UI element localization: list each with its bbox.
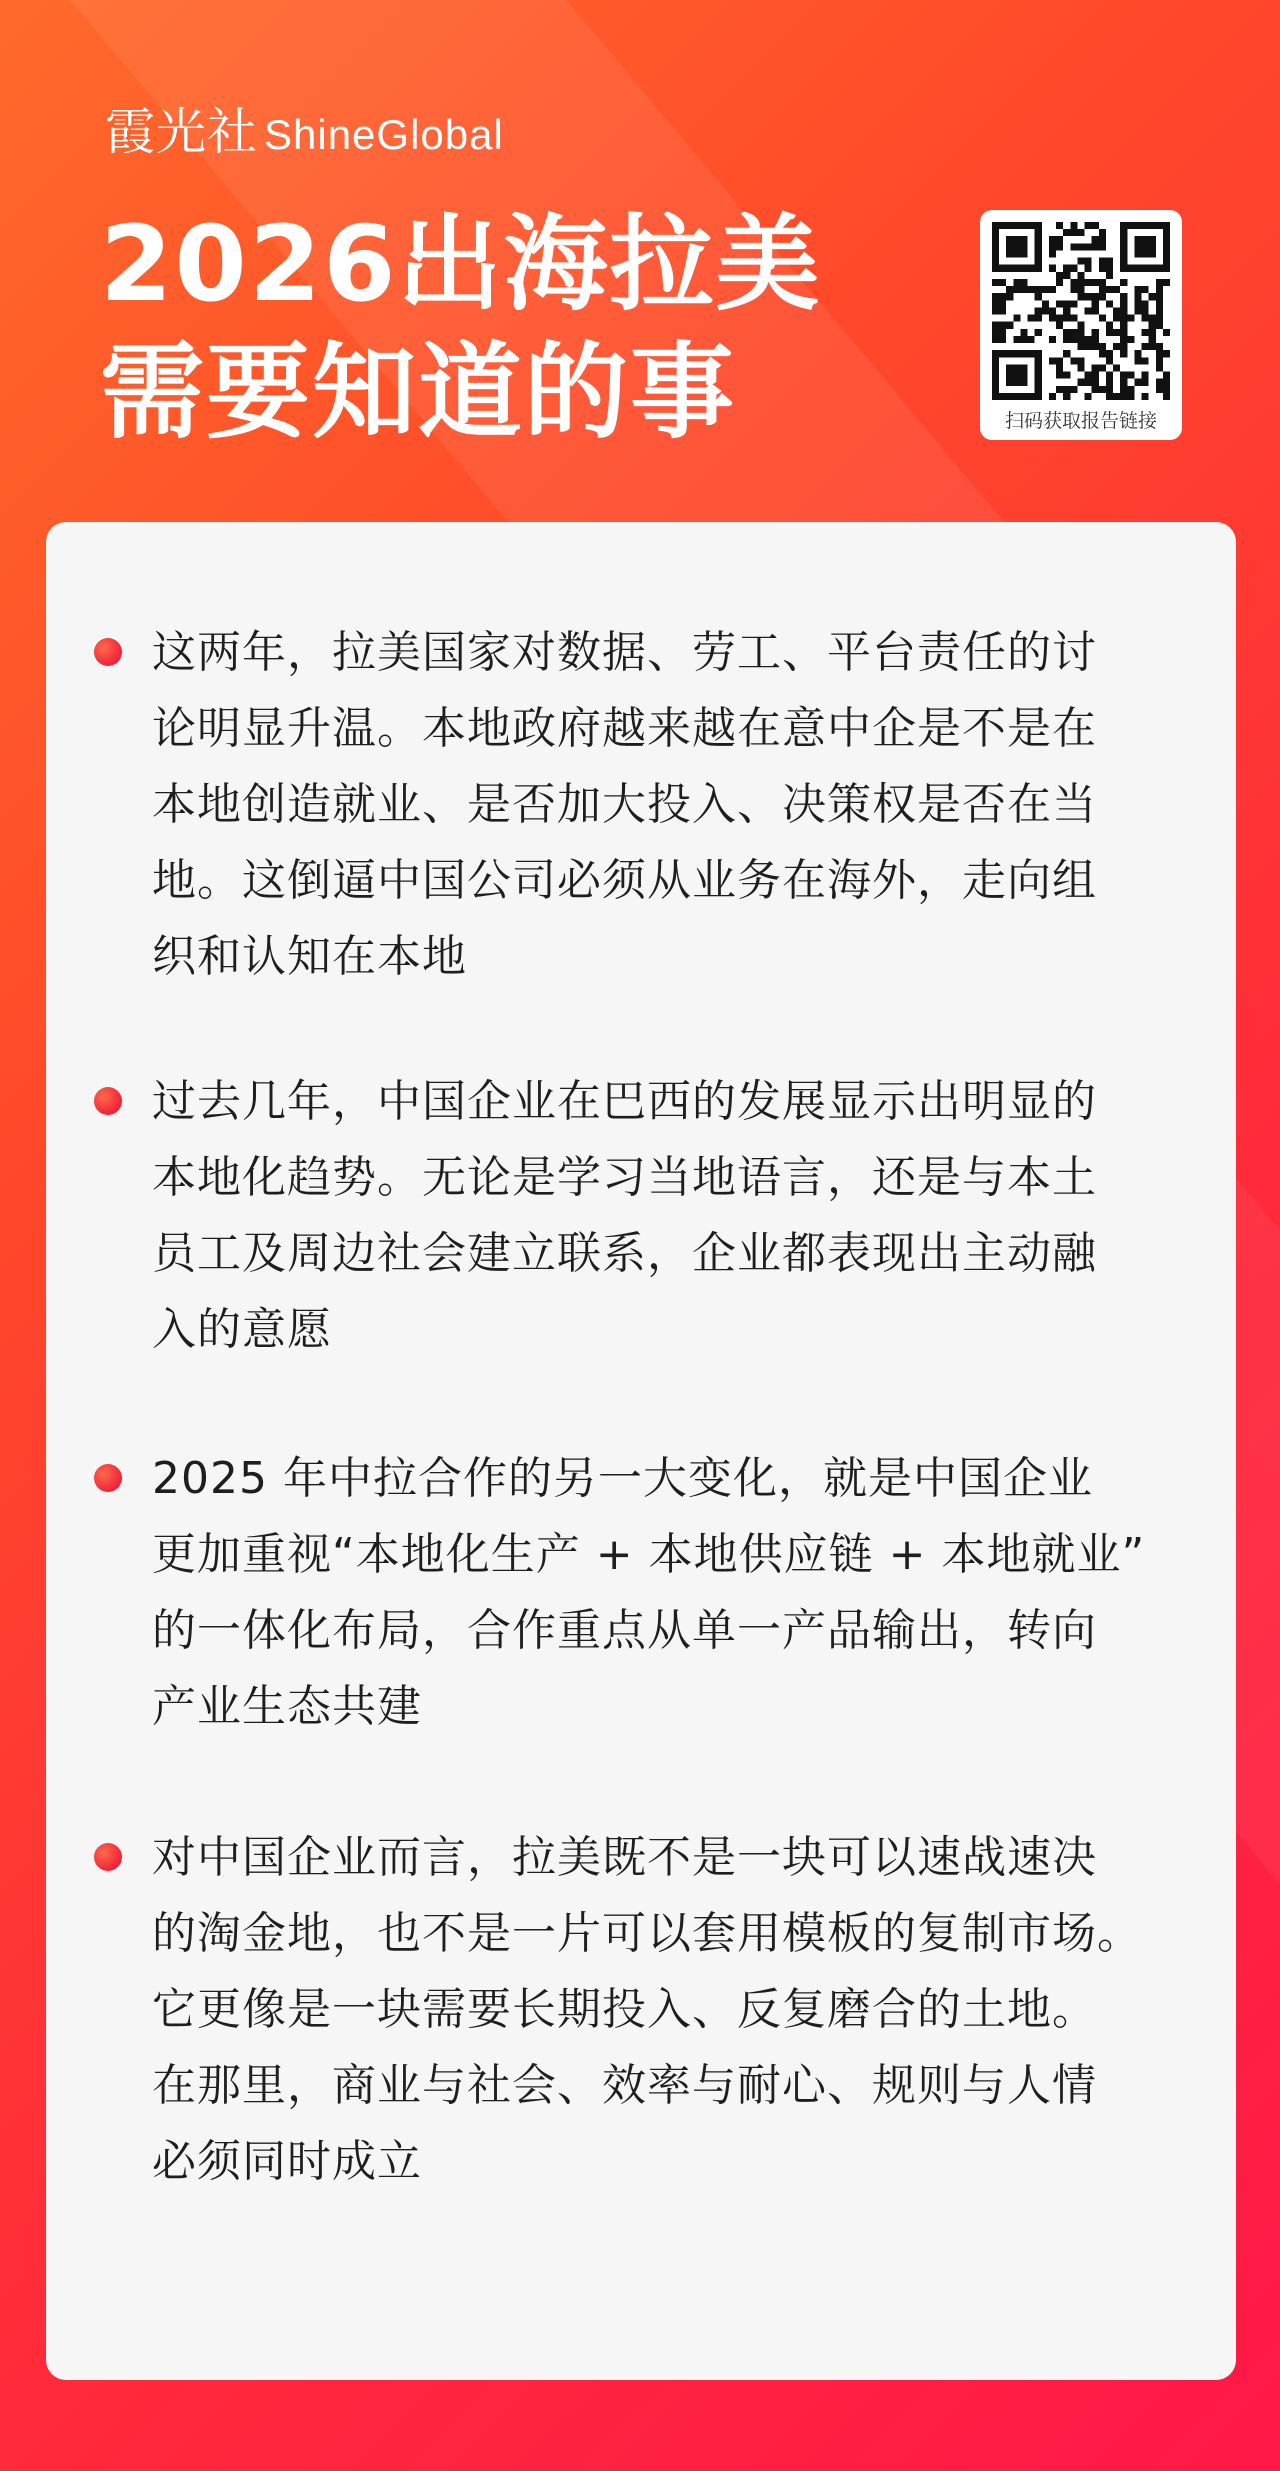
bullet-line: 本地创造就业、是否加大投入、决策权是否在当 [152,779,1097,830]
bullet-line: 的淘金地，也不是一片可以套用模板的复制市场。 [152,1908,1142,1959]
bullet-line: 地。这倒逼中国公司必须从业务在海外，走向组 [152,855,1097,906]
brand-logo [105,92,504,164]
qr-caption: 扫码获取报告链接 [1004,410,1157,432]
bullet-line: 在那里，商业与社会、效率与耐心、规则与人情 [152,2060,1097,2111]
title-line-1: 2026出海拉美 [100,203,822,325]
bullet-dot-icon [94,1087,122,1115]
content-card [46,522,1236,2380]
qr-code-icon[interactable] [992,222,1170,400]
bullet-item-2 [152,1064,1222,1368]
bullet-line: 2025 年中拉合作的另一大变化，就是中国企业 [152,1453,1093,1504]
bullet-line: 的一体化布局，合作重点从单一产品输出，转向 [152,1605,1097,1656]
bullet-line: 产业生态共建 [152,1681,422,1732]
bullet-line: 必须同时成立 [152,2136,422,2187]
bullet-line: 更加重视“本地化生产 + 本地供应链 + 本地就业” [152,1529,1146,1580]
brand-name-en: ShineGlobal [264,111,504,158]
bullet-item-4 [152,1820,1222,2200]
bullet-line: 论明显升温。本地政府越来越在意中企是不是在 [152,703,1097,754]
bullet-line: 它更像是一块需要长期投入、反复磨合的土地。 [152,1984,1097,2035]
qr-code-card[interactable] [980,210,1182,440]
bullet-dot-icon [94,638,122,666]
bullet-line: 入的意愿 [152,1304,332,1355]
bullet-line: 过去几年，中国企业在巴西的发展显示出明显的 [152,1076,1097,1127]
brand-name-cn: 霞光社 [105,103,258,161]
bullet-item-3 [152,1441,1222,1745]
page-title [100,200,821,456]
bullet-line: 织和认知在本地 [152,931,467,982]
bullet-dot-icon [94,1843,122,1871]
bullet-dot-icon [94,1464,122,1492]
bullet-item-1 [152,615,1222,995]
bullet-line: 本地化趋势。无论是学习当地语言，还是与本土 [152,1152,1097,1203]
bullet-line: 对中国企业而言，拉美既不是一块可以速战速决 [152,1832,1097,1883]
title-line-2: 需要知道的事 [100,331,737,453]
bullet-line: 这两年，拉美国家对数据、劳工、平台责任的讨 [152,627,1097,678]
bullet-line: 员工及周边社会建立联系，企业都表现出主动融 [152,1228,1097,1279]
